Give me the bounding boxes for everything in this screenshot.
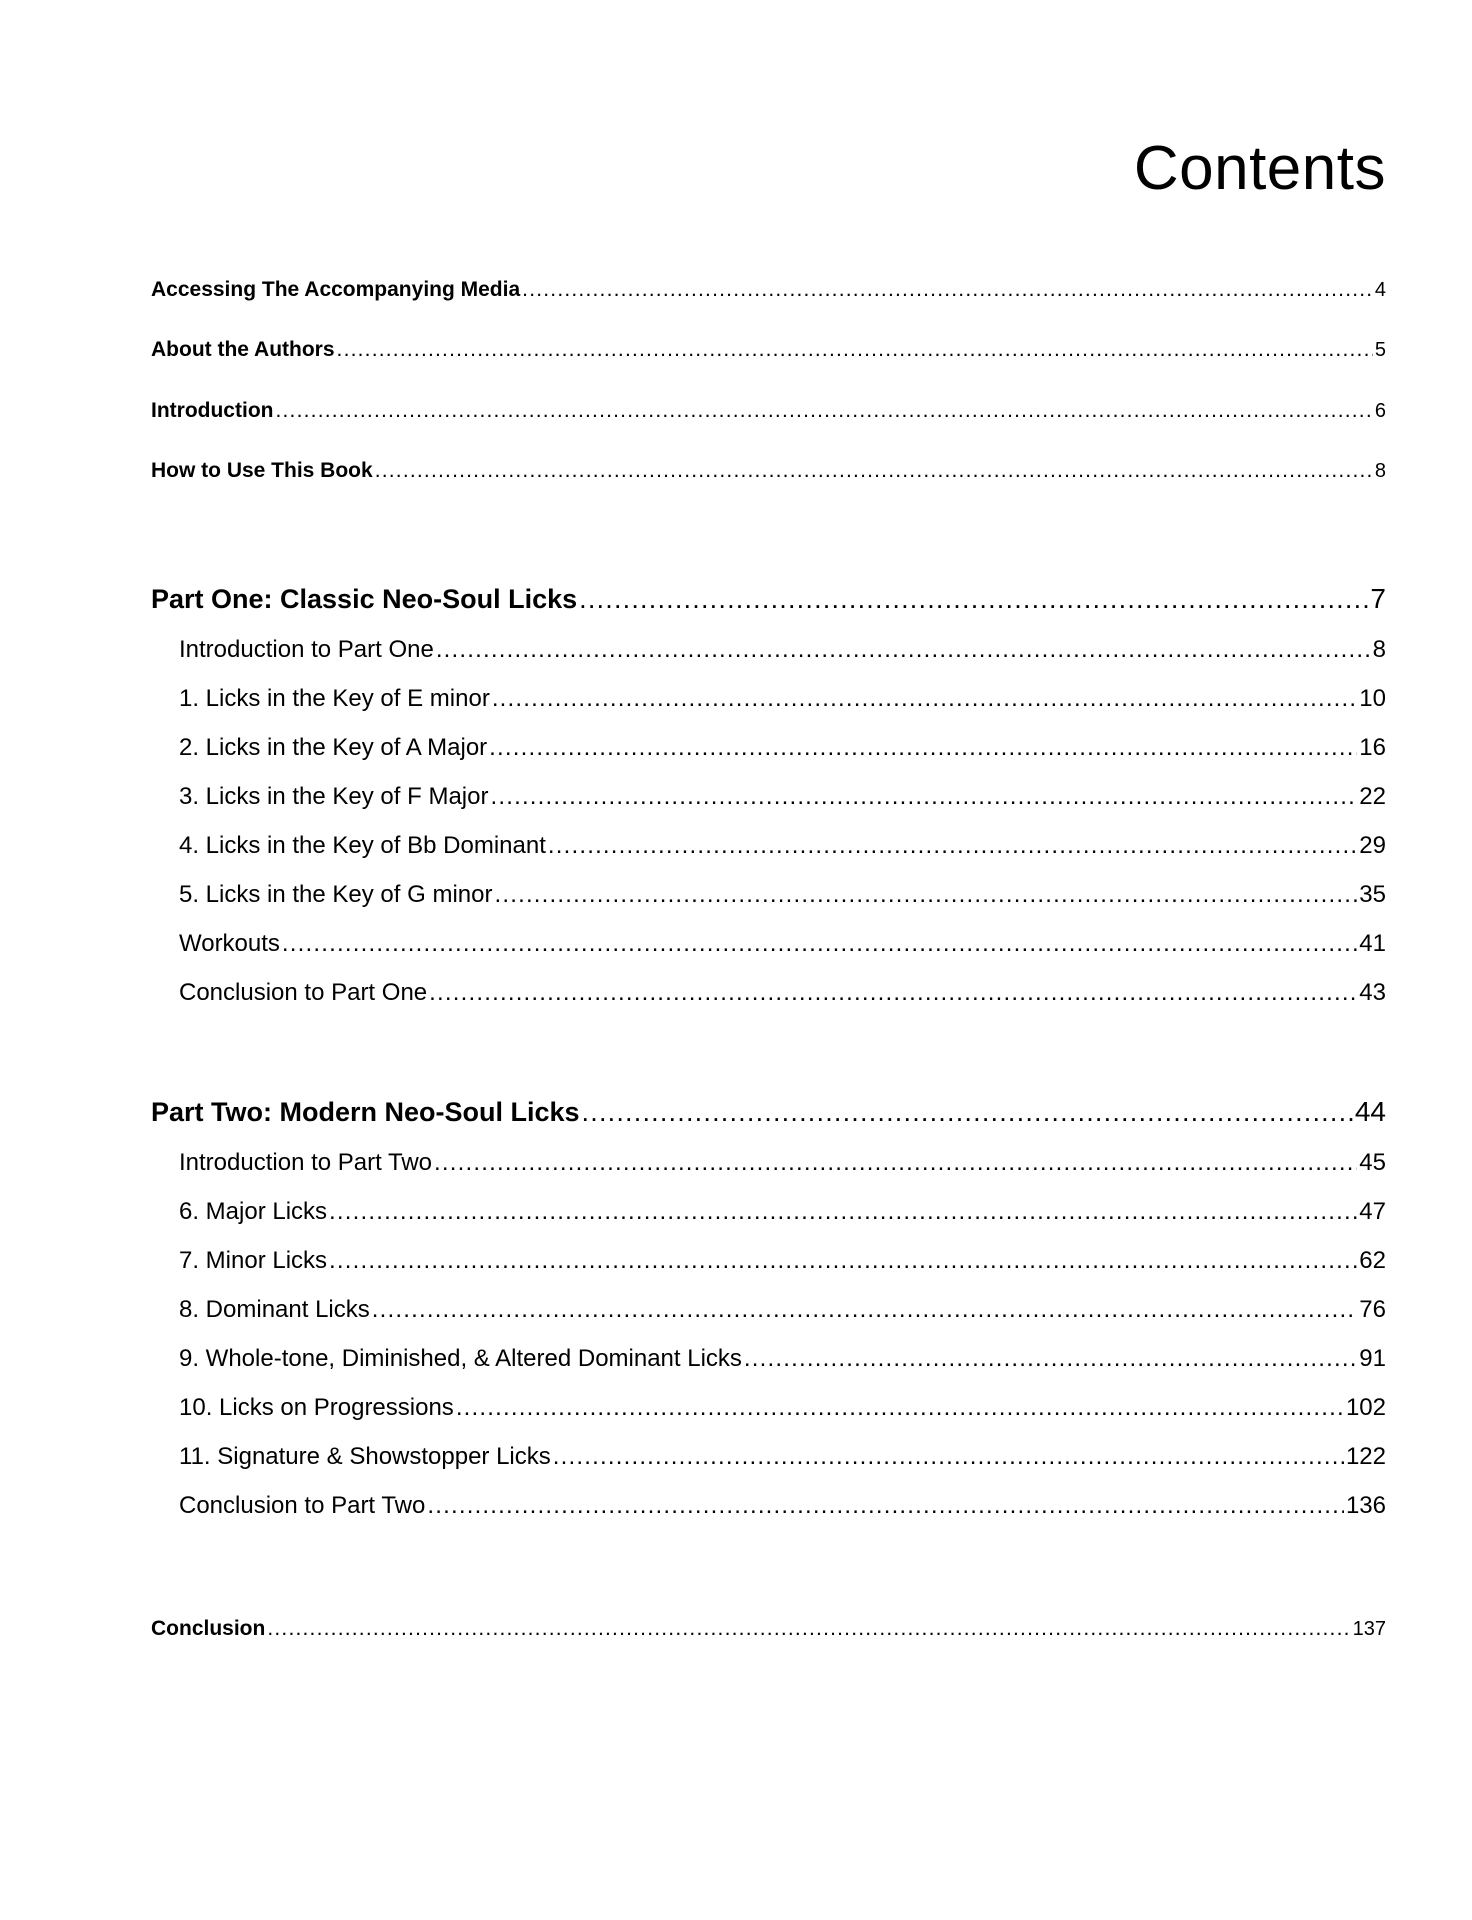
toc-entry[interactable]: [179, 832, 1386, 860]
toc-part-label: Part Two: Modern Neo-Soul Licks: [151, 1097, 580, 1127]
toc-entry[interactable]: [179, 1198, 1386, 1226]
toc-page-number: 102: [1345, 1394, 1386, 1421]
dot-leader: [582, 1097, 1353, 1128]
toc-entry[interactable]: [179, 636, 1386, 664]
dot-leader: [337, 338, 1373, 362]
toc-entry[interactable]: [179, 685, 1386, 713]
dot-leader: [522, 278, 1373, 302]
toc-entry[interactable]: [179, 783, 1386, 811]
toc-page-number: 45: [1359, 1149, 1386, 1176]
toc-entry-label: About the Authors: [151, 338, 335, 361]
toc-page-number: 62: [1359, 1247, 1386, 1274]
toc-entry-about-authors[interactable]: [151, 338, 1386, 362]
toc-entry[interactable]: [179, 881, 1386, 909]
dot-leader: [553, 1443, 1344, 1471]
toc-entry-label: Conclusion: [151, 1617, 266, 1640]
dot-leader: [267, 1617, 1350, 1641]
toc-entry-label: Conclusion to Part Two: [179, 1492, 426, 1519]
toc-entry-label: 4. Licks in the Key of Bb Dominant: [179, 832, 546, 859]
toc-page-number: 47: [1359, 1198, 1386, 1225]
toc-entry[interactable]: [179, 1443, 1386, 1471]
page-title: Contents: [1133, 134, 1386, 203]
toc-page-number: 29: [1359, 832, 1386, 859]
dot-leader: [744, 1345, 1357, 1373]
dot-leader: [372, 1296, 1358, 1324]
toc-entry-how-to-use[interactable]: [151, 459, 1386, 483]
toc-entry-label: 2. Licks in the Key of A Major: [179, 734, 488, 761]
toc-page-number: 91: [1359, 1345, 1386, 1372]
toc-entry-label: Introduction: [151, 399, 274, 422]
dot-leader: [434, 1149, 1357, 1177]
toc-page-number: 35: [1359, 881, 1386, 908]
dot-leader: [492, 685, 1357, 713]
toc-entry-label: 7. Minor Licks: [179, 1247, 328, 1274]
toc-entry-label: 3. Licks in the Key of F Major: [179, 783, 489, 810]
toc-entry-label: 5. Licks in the Key of G minor: [179, 881, 493, 908]
toc-entry[interactable]: [179, 1247, 1386, 1275]
toc-entry-conclusion[interactable]: [151, 1617, 1386, 1641]
toc-page-number: 8: [1372, 636, 1386, 663]
toc-page-number: 136: [1345, 1492, 1386, 1519]
toc-page-number: 44: [1354, 1096, 1386, 1127]
toc-page-number: 22: [1359, 783, 1386, 810]
dot-leader: [490, 783, 1357, 811]
dot-leader: [329, 1247, 1357, 1275]
toc-entry[interactable]: [179, 1345, 1386, 1373]
toc-entry-label: 6. Major Licks: [179, 1198, 328, 1225]
toc-entry[interactable]: [179, 979, 1386, 1007]
toc-entry-label: Introduction to Part Two: [179, 1149, 433, 1176]
toc-entry[interactable]: [179, 1149, 1386, 1177]
toc-page-number: 43: [1359, 979, 1386, 1006]
toc-entry[interactable]: [179, 930, 1386, 958]
toc-entry-label: 11. Signature & Showstopper Licks: [179, 1443, 551, 1470]
toc-page-number: 10: [1359, 685, 1386, 712]
toc-part-one[interactable]: [151, 583, 1386, 615]
toc-page-number: 8: [1374, 460, 1386, 482]
dot-leader: [548, 832, 1357, 860]
toc-entry-label: 10. Licks on Progressions: [179, 1394, 454, 1421]
toc-page-number: 76: [1359, 1296, 1386, 1323]
toc-entry-label: Accessing The Accompanying Media: [151, 278, 521, 301]
toc-entry-label: Conclusion to Part One: [179, 979, 428, 1006]
dot-leader: [456, 1394, 1344, 1422]
toc-entry-label: 1. Licks in the Key of E minor: [179, 685, 490, 712]
toc-page-number: 122: [1345, 1443, 1386, 1470]
dot-leader: [579, 584, 1368, 615]
toc-entry[interactable]: [179, 1296, 1386, 1324]
dot-leader: [436, 636, 1371, 664]
toc-entry-label: Introduction to Part One: [179, 636, 434, 663]
toc-page-number: 137: [1352, 1618, 1386, 1640]
toc-part-label: Part One: Classic Neo-Soul Licks: [151, 584, 578, 614]
dot-leader: [329, 1198, 1357, 1226]
toc-page-number: 7: [1370, 583, 1386, 614]
dot-leader: [275, 399, 1372, 423]
toc-entry[interactable]: [179, 734, 1386, 762]
dot-leader: [375, 459, 1373, 483]
dot-leader: [494, 881, 1357, 909]
toc-entry-label: How to Use This Book: [151, 459, 373, 482]
toc-page-number: 5: [1374, 339, 1386, 361]
toc-page-number: 16: [1359, 734, 1386, 761]
toc-page-number: 6: [1374, 400, 1386, 422]
toc-entry-label: Workouts: [179, 930, 280, 957]
toc-entry[interactable]: [179, 1492, 1386, 1520]
toc-entry-accessing-media[interactable]: [151, 278, 1386, 302]
toc-entry-label: 8. Dominant Licks: [179, 1296, 370, 1323]
dot-leader: [427, 1492, 1344, 1520]
toc-entry-introduction[interactable]: [151, 399, 1386, 423]
dot-leader: [282, 930, 1357, 958]
toc-part-two[interactable]: [151, 1096, 1386, 1128]
toc-entry-label: 9. Whole-tone, Diminished, & Altered Dominant Licks: [179, 1345, 742, 1372]
dot-leader: [489, 734, 1357, 762]
dot-leader: [429, 979, 1357, 1007]
toc-entry[interactable]: [179, 1394, 1386, 1422]
toc-page-number: 41: [1359, 930, 1386, 957]
toc-page-number: 4: [1374, 279, 1386, 301]
